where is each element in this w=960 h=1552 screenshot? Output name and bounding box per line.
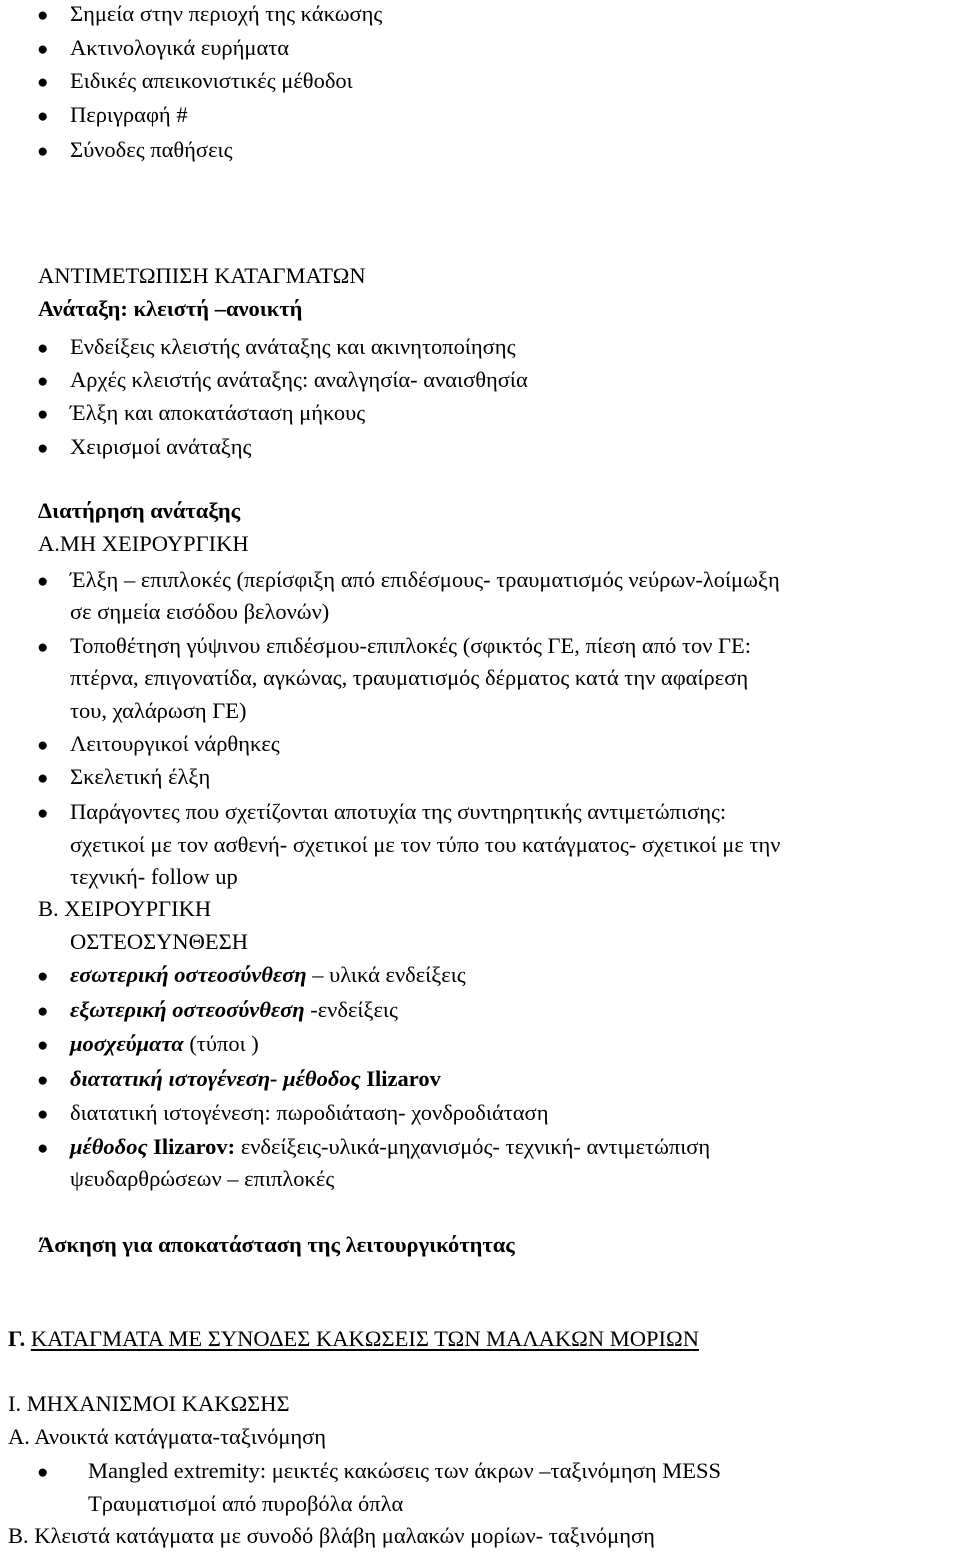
bullet-icon: ● [37,5,49,26]
bullet-icon: ● [37,106,49,127]
list-item: Σημεία στην περιοχή της κάκωσης [70,1,383,26]
bullet-icon: ● [37,338,49,359]
subsection-heading: ΟΣΤΕΟΣΥΝΘΕΣΗ [70,929,249,954]
section-title: ΚΑΤΑΓΜΑΤΑ ΜΕ ΣΥΝΟΔΕΣ ΚΑΚΩΣΕΙΣ ΤΩΝ ΜΑΛΑΚΩΝ ΜΟΡΙΩΝ [30,1326,699,1351]
list-item: Ενδείξεις κλειστής ανάταξης και ακινητοποίησης [70,334,516,359]
strong-text: Ilizarov [360,1066,441,1091]
list-item: Λειτουργικοί νάρθηκες [70,731,280,756]
section-heading: ΑΝΤΙΜΕΤΩΠΙΣΗ ΚΑΤΑΓΜΑΤΩΝ [38,263,366,288]
list-item [70,999,398,1022]
list-item-continuation: ψευδαρθρώσεων – επιπλοκές [70,1166,335,1191]
list-item [70,1068,441,1091]
list-item-continuation: του, χαλάρωση ΓΕ) [70,698,247,723]
subheading: Ανάταξη: κλειστή –ανοικτή [38,296,303,321]
subsection-label: Β. Κλειστά κατάγματα με συνοδό βλάβη μαλακών μορίων- ταξινόμηση [8,1523,655,1548]
item-text: (τύποι ) [183,1031,259,1056]
list-item: Σύνοδες παθήσεις [70,137,233,162]
subsection-heading: Ι. ΜΗΧΑΝΙΣΜΟΙ ΚΑΚΩΣΗΣ [8,1391,290,1416]
list-item: Παράγοντες που σχετίζονται αποτυχία της συντηρητικής αντιμετώπισης: [70,799,727,824]
bullet-icon: ● [37,39,49,60]
list-item [70,964,466,987]
bullet-icon: ● [37,371,49,392]
list-item: Τοποθέτηση γύψινου επιδέσμου-επιπλοκές (σφικτός ΓΕ, πίεση από τον ΓΕ: [70,633,752,658]
bullet-icon: ● [37,803,49,824]
list-item: Χειρισμοί ανάταξης [70,434,252,459]
list-item: Έλξη – επιπλοκές (περίσφιξη από επιδέσμους- τραυματισμός νεύρων-λοίμωξη [70,567,780,592]
list-item: Mangled extremity: μεικτές κακώσεις των άκρων –ταξινόμηση MESS [88,1458,721,1483]
bullet-icon: ● [37,404,49,425]
bullet-icon: ● [37,571,49,592]
emphasis: διατατική ιστογένεση- μέθοδος [70,1066,361,1091]
section-heading: Άσκηση για αποκατάσταση της λειτουργικότητας [38,1232,515,1257]
bullet-icon: ● [37,1001,49,1022]
emphasis: εξωτερική οστεοσύνθεση [70,997,305,1022]
list-item: Περιγραφή # [70,102,188,127]
emphasis: μέθοδος [70,1134,148,1159]
list-item: Αρχές κλειστής ανάταξης: αναλγησία- αναισθησία [70,367,528,392]
emphasis: μοσχεύματα [70,1031,184,1056]
list-item: Έλξη και αποκατάσταση μήκους [70,400,366,425]
list-item [70,1136,710,1159]
list-item: Ακτινολογικά ευρήματα [70,35,290,60]
subsection-label: Α.ΜΗ ΧΕΙΡΟΥΡΓΙΚΗ [38,531,249,556]
bullet-icon: ● [37,637,49,658]
bullet-icon: ● [37,1070,49,1091]
bullet-icon: ● [37,1104,49,1125]
bullet-icon: ● [37,72,49,93]
subsection-label: Β. ΧΕΙΡΟΥΡΓΙΚΗ [38,896,212,921]
section-heading [8,1328,699,1351]
item-text: – υλικά ενδείξεις [306,962,466,987]
list-item: Ειδικές απεικονιστικές μέθοδοι [70,68,353,93]
item-text: ενδείξεις-υλικά-μηχανισμός- τεχνική- αντιμετώπιση [235,1134,711,1159]
strong-text: Ilizarov: [147,1134,236,1159]
bullet-icon: ● [37,966,49,987]
list-item [70,1033,259,1056]
item-text: -ενδείξεις [304,997,398,1022]
bullet-icon: ● [37,768,49,789]
bullet-icon: ● [37,1462,49,1483]
bullet-icon: ● [37,1035,49,1056]
section-heading: Διατήρηση ανάταξης [38,498,241,523]
bullet-icon: ● [37,141,49,162]
bullet-icon: ● [37,735,49,756]
list-item-continuation: σε σημεία εισόδου βελονών) [70,599,330,624]
bullet-icon: ● [37,1138,49,1159]
list-item: Σκελετική έλξη [70,764,211,789]
list-item-continuation: σχετικοί με τον ασθενή- σχετικοί με τον τύπο του κατάγματος- σχετικοί με την [70,832,781,857]
list-item: διατατική ιστογένεση: πωροδιάταση- χονδροδιάταση [70,1100,549,1125]
bullet-icon: ● [37,438,49,459]
list-item-continuation: τεχνική- follow up [70,864,238,889]
list-item-continuation: Τραυματισμοί από πυροβόλα όπλα [88,1491,404,1516]
subsection-label: Α. Ανοικτά κατάγματα-ταξινόμηση [8,1424,327,1449]
list-item-continuation: πτέρνα, επιγονατίδα, αγκώνας, τραυματισμός δέρματος κατά την αφαίρεση [70,665,749,690]
section-label: Γ. [8,1326,26,1351]
emphasis: εσωτερική οστεοσύνθεση [70,962,307,987]
